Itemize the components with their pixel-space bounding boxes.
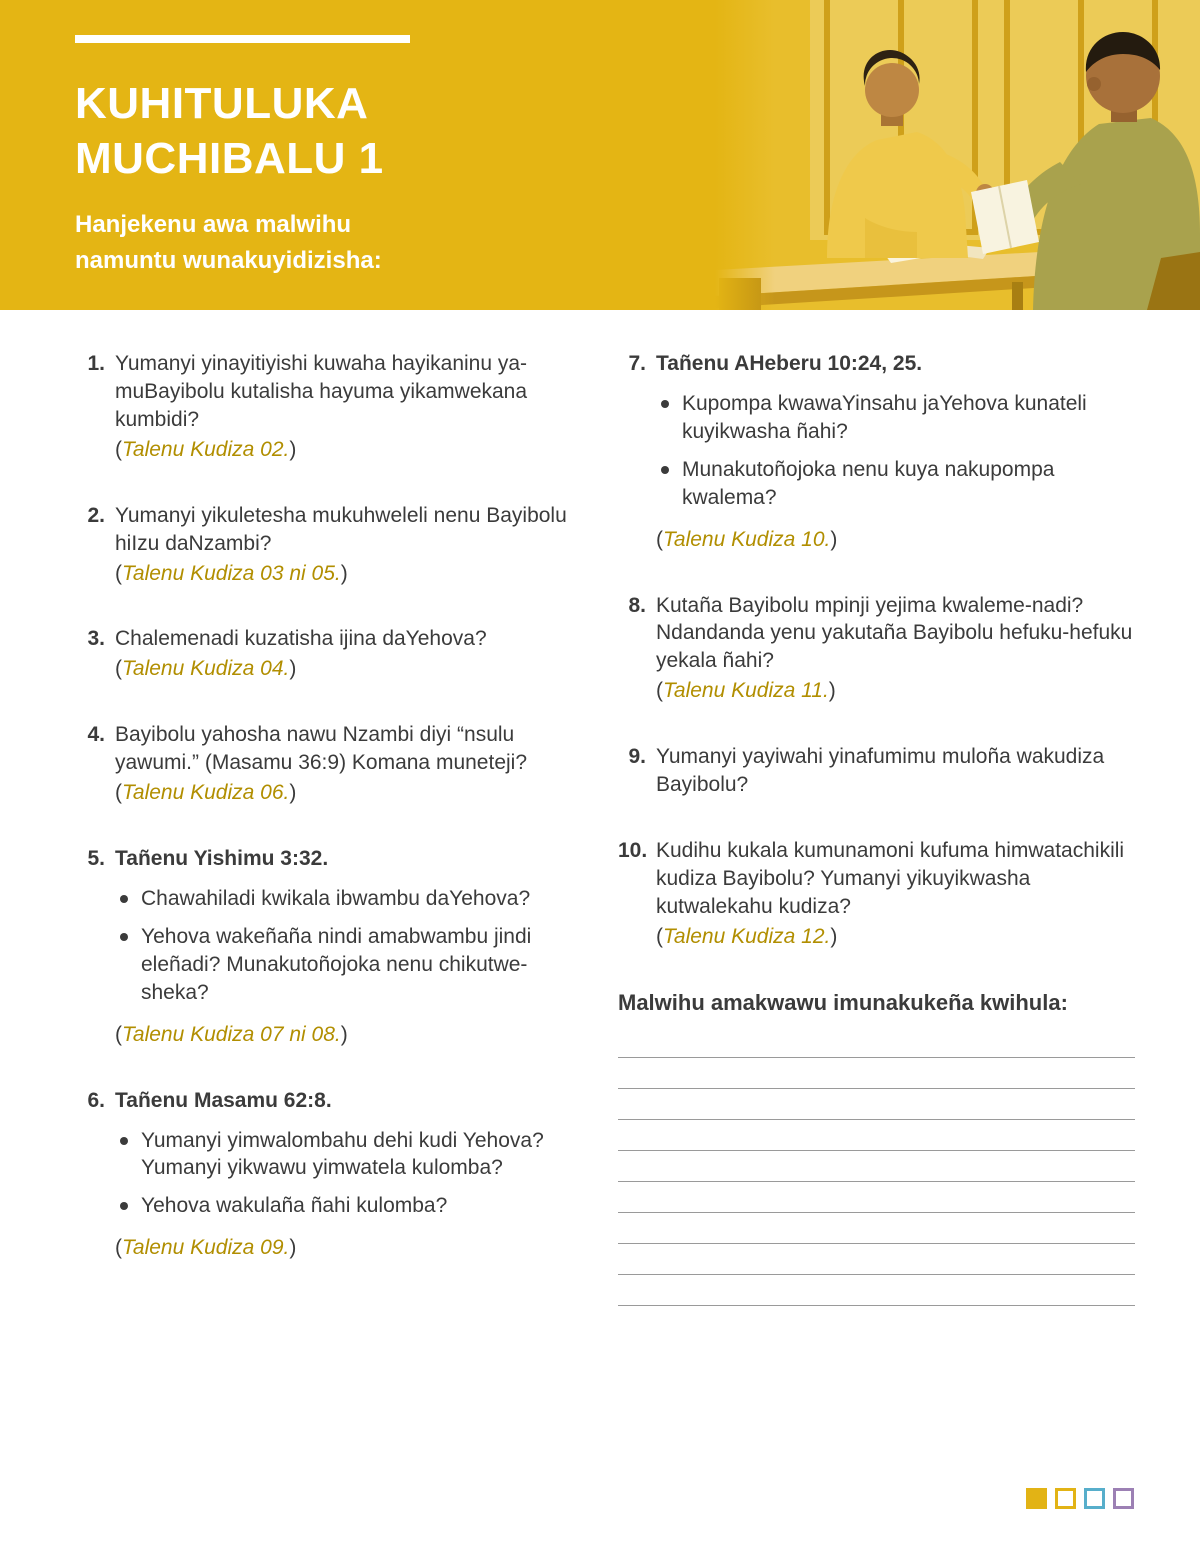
reference bbox=[115, 1234, 594, 1262]
page-title bbox=[75, 76, 695, 187]
question-number: 7. bbox=[628, 352, 646, 375]
questions-area bbox=[0, 310, 1200, 1306]
footer-square-gold-outline bbox=[1055, 1488, 1076, 1509]
question-text: Yumanyi yinayitiyishi kuwaha hayikaninu ya-muBayibolu kutalisha hayuma yikamwekana kumbidi? bbox=[115, 352, 528, 431]
reference-label: Talenu Kudiza 11. bbox=[663, 679, 829, 703]
paren-close: ) bbox=[289, 781, 297, 805]
reference bbox=[115, 779, 594, 807]
question-item bbox=[77, 502, 594, 588]
question-body bbox=[656, 837, 1135, 951]
answer-line bbox=[618, 1244, 1135, 1275]
extra-questions-heading: Malwihu amakwawu imunakukeña kwihula: bbox=[618, 989, 1068, 1015]
bullet-item: Yumanyi yimwalombahu dehi kudi Yehova? Yumanyi yikwawu yimwatela kulomba? bbox=[115, 1127, 594, 1183]
question-body bbox=[115, 350, 594, 464]
paren-close: ) bbox=[289, 437, 297, 461]
question-item bbox=[77, 350, 594, 464]
page-subtitle-line2: namuntu wunakuyidizisha: bbox=[75, 246, 382, 274]
reference-label: Talenu Kudiza 12. bbox=[663, 924, 831, 948]
question-number: 8. bbox=[628, 593, 646, 617]
answer-line bbox=[618, 1120, 1135, 1151]
question-item bbox=[618, 743, 1135, 799]
bullet-item: Munakutoñojoka nenu kuya nakupompa kwalema? bbox=[656, 456, 1135, 512]
question-bullets bbox=[115, 1127, 594, 1221]
reference-label: Talenu Kudiza 03 ni 05. bbox=[122, 561, 341, 585]
paren-close: ) bbox=[289, 1236, 297, 1260]
question-body bbox=[115, 1087, 594, 1263]
question-bullets bbox=[115, 885, 594, 1007]
question-item bbox=[618, 837, 1135, 951]
footer-square-gold-solid bbox=[1026, 1488, 1047, 1509]
paren-open: ( bbox=[656, 924, 663, 948]
page-title-line2: MUCHIBALU 1 bbox=[75, 134, 384, 184]
question-item bbox=[618, 592, 1135, 706]
bullet-item: Yehova wakeñaña nindi amabwambu jindi eleñadi? Munakutoñojoka nenu chikutwe-sheka? bbox=[115, 923, 594, 1007]
bullet-item: Kupompa kwawaYinsahu jaYehova kunateli kuyikwasha ñahi? bbox=[656, 390, 1135, 446]
question-item bbox=[77, 845, 594, 1049]
paren-close: ) bbox=[830, 527, 838, 551]
answer-line bbox=[618, 1182, 1135, 1213]
questions-list-right bbox=[618, 350, 1135, 951]
paren-open: ( bbox=[115, 1236, 122, 1260]
page-title-line1: KUHITULUKA bbox=[75, 79, 369, 128]
page-subtitle bbox=[75, 207, 695, 279]
question-number: 4. bbox=[87, 723, 105, 747]
reference bbox=[115, 436, 594, 464]
header bbox=[0, 0, 1200, 310]
question-text: Tañenu Masamu 62:8. bbox=[115, 1088, 332, 1112]
footer-square-purple-outline bbox=[1113, 1488, 1134, 1509]
paren-close: ) bbox=[289, 657, 297, 681]
question-number: 3. bbox=[87, 627, 105, 651]
reference-label: Talenu Kudiza 06. bbox=[122, 781, 290, 805]
answer-line bbox=[618, 1089, 1135, 1120]
question-text: Kudihu kukala kumunamoni kufuma himwatachikili kudiza Bayibolu? Yumanyi yikuyikwasha kutwalekahu kudiza? bbox=[656, 839, 1125, 918]
bullet-item: Yehova wakulaña ñahi kulomba? bbox=[115, 1192, 594, 1220]
questions-column-left bbox=[77, 350, 594, 1306]
header-text-block bbox=[75, 35, 695, 279]
question-text: Yumanyi yayiwahi yinafumimu muloña wakudiza Bayibolu? bbox=[656, 745, 1105, 797]
reference-label: Talenu Kudiza 02. bbox=[122, 437, 290, 461]
question-item bbox=[77, 625, 594, 683]
question-item bbox=[618, 350, 1135, 554]
reference bbox=[115, 560, 594, 588]
reference-label: Talenu Kudiza 10. bbox=[663, 527, 831, 551]
header-rule bbox=[75, 35, 410, 43]
footer-square-blue-outline bbox=[1084, 1488, 1105, 1509]
questions-column-right bbox=[618, 350, 1135, 1306]
paren-open: ( bbox=[115, 1022, 122, 1046]
reference bbox=[115, 655, 594, 683]
page-subtitle-line1: Hanjekenu awa malwihu bbox=[75, 210, 352, 238]
reference bbox=[656, 677, 1135, 705]
question-number: 10. bbox=[618, 839, 648, 863]
paren-open: ( bbox=[115, 657, 122, 681]
paren-open: ( bbox=[656, 527, 663, 551]
question-item bbox=[77, 1087, 594, 1263]
bible-study-illustration bbox=[715, 0, 1200, 310]
paren-close: ) bbox=[830, 924, 838, 948]
paren-close: ) bbox=[340, 561, 348, 585]
question-text: Bayibolu yahosha nawu Nzambi diyi “nsulu yawumi.” (Masamu 36:9) Komana muneteji? bbox=[115, 723, 528, 775]
reference-label: Talenu Kudiza 04. bbox=[122, 657, 290, 681]
paren-open: ( bbox=[115, 437, 122, 461]
question-body bbox=[656, 592, 1135, 706]
question-body bbox=[115, 502, 594, 588]
question-text: Chalemenadi kuzatisha ijina daYehova? bbox=[115, 627, 487, 651]
paren-open: ( bbox=[656, 679, 663, 703]
question-text: Tañenu Yishimu 3:32. bbox=[115, 847, 329, 871]
reference bbox=[115, 1021, 594, 1049]
answer-line bbox=[618, 1027, 1135, 1058]
paren-open: ( bbox=[115, 781, 122, 805]
answer-lines bbox=[618, 1027, 1135, 1306]
paren-close: ) bbox=[828, 679, 836, 703]
answer-line bbox=[618, 1275, 1135, 1306]
question-body bbox=[115, 625, 594, 683]
paren-close: ) bbox=[340, 1022, 348, 1046]
question-number: 1. bbox=[87, 352, 105, 375]
answer-line bbox=[618, 1058, 1135, 1089]
paren-open: ( bbox=[115, 561, 122, 585]
reference bbox=[656, 526, 1135, 554]
bullet-item: Chawahiladi kwikala ibwambu daYehova? bbox=[115, 885, 594, 913]
reference-label: Talenu Kudiza 07 ni 08. bbox=[122, 1022, 341, 1046]
question-item bbox=[77, 721, 594, 807]
question-number: 6. bbox=[87, 1088, 105, 1112]
question-text: Yumanyi yikuletesha mukuhweleli nenu Bayibolu hiIzu daNzambi? bbox=[115, 503, 567, 555]
question-body bbox=[115, 721, 594, 807]
question-text: Tañenu AHeberu 10:24, 25. bbox=[656, 352, 923, 375]
question-number: 5. bbox=[87, 847, 105, 871]
question-bullets bbox=[656, 390, 1135, 512]
footer-squares bbox=[1026, 1488, 1134, 1509]
answer-line bbox=[618, 1151, 1135, 1182]
question-number: 2. bbox=[87, 503, 105, 527]
answer-line bbox=[618, 1213, 1135, 1244]
reference bbox=[656, 923, 1135, 951]
question-body bbox=[115, 845, 594, 1049]
question-body bbox=[656, 350, 1135, 554]
question-text: Kutaña Bayibolu mpinji yejima kwaleme-nadi? Ndandanda yenu yakutaña Bayibolu hefuku-hefuku yekala ñahi? bbox=[656, 593, 1133, 673]
question-body bbox=[656, 743, 1135, 799]
question-number: 9. bbox=[628, 745, 646, 769]
reference-label: Talenu Kudiza 09. bbox=[122, 1236, 290, 1260]
